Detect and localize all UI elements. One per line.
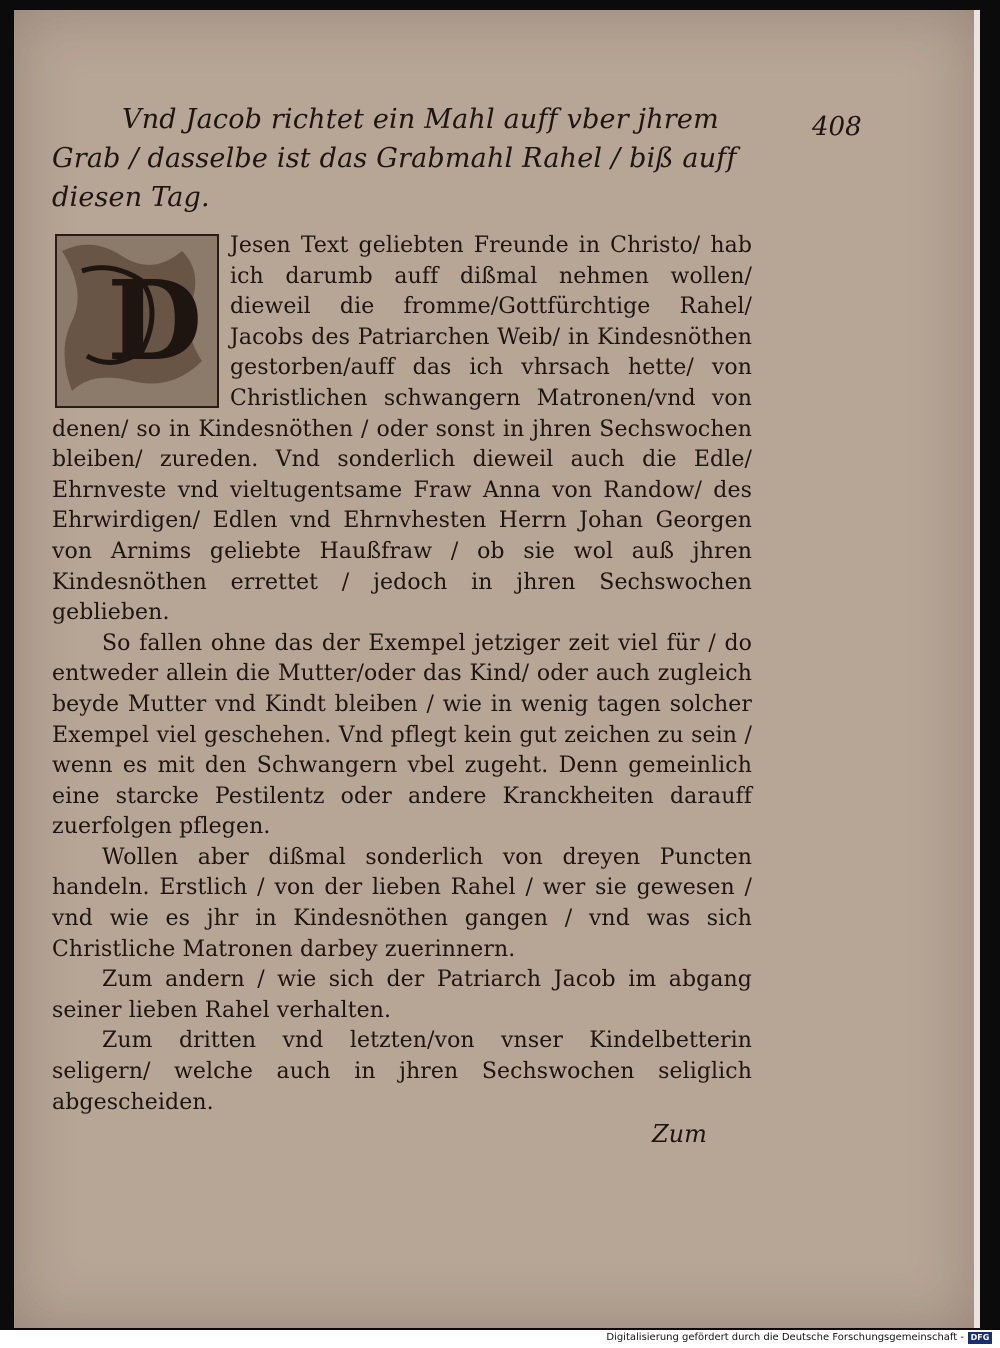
catchword: Zum bbox=[652, 1120, 707, 1148]
paragraph-2: So fallen ohne das der Exempel jetziger zeit viel für / do entweder allein die Mutter/oder das Kind/ oder auch zugleich beyde Mutter vnd Kindt bleiben / wie in wenig tagen solcher Exempel viel geschehen. Vnd pflegt kein gut zeichen zu sein / wenn es mit den Schwangern vbel zugeht. Denn gemeinlich eine starcke Pestilentz oder andere Kranckheiten darauff zuerfolgen pflegen. bbox=[52, 630, 752, 840]
text-block bbox=[52, 100, 752, 1118]
paragraph-4: Zum andern / wie sich der Patriarch Jacob im abgang seiner lieben Rahel verhalten. bbox=[52, 967, 752, 1023]
heading: Vnd Jacob richtet ein Mahl auff vber jhrem Grab / dasselbe ist das Grabmahl Rahel / biß auff diesen Tag. bbox=[52, 104, 737, 213]
page-edge bbox=[974, 10, 980, 1328]
paragraph-1: Jesen Text geliebten Freunde in Christo/ hab ich darumb auff dißmal nehmen wollen/ dieweil die fromme/Gottfürchtige Rahel/ Jacobs des Patriarchen Weib/ in Kindesnöthen gestorben/auff das ich vhrsach hette/ von Christlichen schwangern Matronen/vnd von denen/ so in Kindesnöthen / oder sonst in jhren Sechswochen bleiben/ zureden. Vnd sonderlich dieweil auch die Edle/ Ehrnveste vnd vieltugentsame Fraw Anna von Randow/ des Ehrwirdigen/ Edlen vnd Ehrnvhesten Herrn Johan Georgen von Arnims geliebte Haußfraw / ob sie wol auß jhren Kindesnöthen errettet / jedoch in jhren Sechswochen geblieben. bbox=[52, 233, 752, 626]
paragraph-5: Zum dritten vnd letzten/von vnser Kindelbetterin seligern/ welche auch in jhren Sechswochen seliglich abgescheiden. bbox=[52, 1028, 752, 1115]
decorated-initial bbox=[52, 231, 222, 411]
initial-letter: D bbox=[107, 256, 203, 385]
paragraph-3: Wollen aber dißmal sonderlich von dreyen Puncten handeln. Erstlich / von der lieben Rahel / wer sie gewesen / vnd wie es jhr in Kindesnöthen gangen / vnd was sich Christliche Matronen darbey zuerinnern. bbox=[52, 844, 752, 962]
page-number: 408 bbox=[812, 112, 862, 142]
footer bbox=[0, 1330, 1000, 1348]
dfg-logo: DFG bbox=[968, 1332, 992, 1344]
footer-credit: Digitalisierung gefördert durch die Deutsche Forschungsgemeinschaft - bbox=[606, 1332, 964, 1343]
